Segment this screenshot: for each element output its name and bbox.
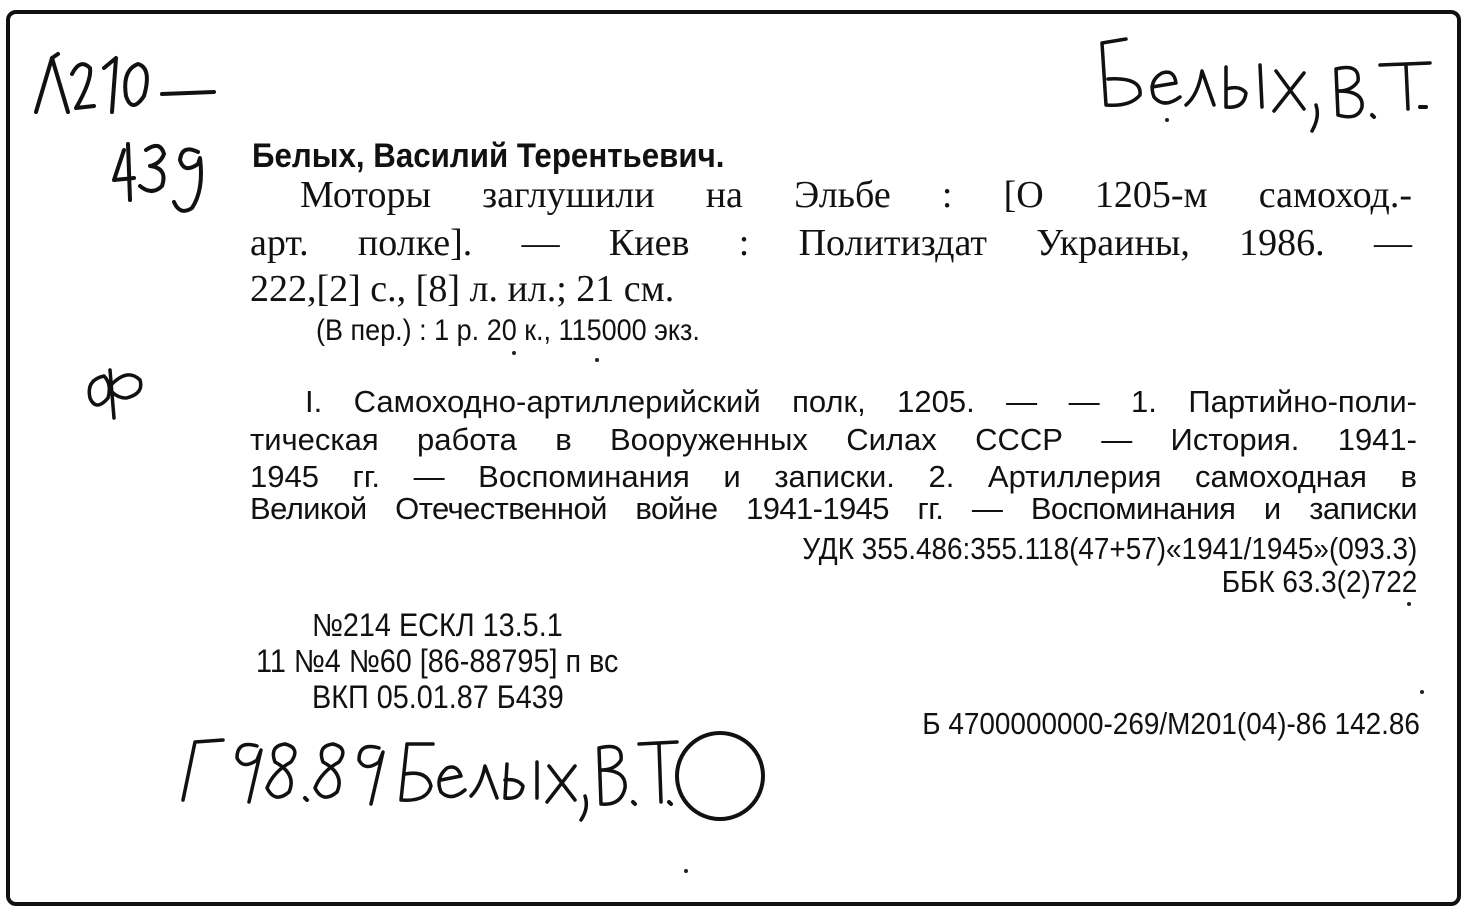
subject-line-1: I. Самоходно-артиллерийский полк, 1205. — — 1. Партийно-поли- [305,384,1417,419]
speck [1165,118,1169,122]
handwritten-author-top [1090,35,1450,150]
print-info-line-1: №214 ЕСКЛ 13.5.1 [312,607,563,643]
handwritten-symbol [82,362,162,437]
price-line: (В пер.) : 1 р. 20 к., 115000 экз. [316,314,700,347]
title-line-1: Моторы заглушили на Эльбе : [О 1205-м самоход.- [300,174,1412,216]
handwritten-bottom-code [165,722,685,837]
speck [1407,602,1411,606]
subject-line-3: 1945 гг. — Воспоминания и записки. 2. Артиллерия самоходная в [250,459,1417,494]
subject-line-4: Великой Отечественной войне 1941-1945 гг. — Воспоминания и записки [250,491,1417,526]
title-line-2: арт. полке]. — Киев : Политиздат Украины, 1986. — [250,222,1412,264]
print-info-line-2: 11 №4 №60 [86-88795] п вс [256,643,619,679]
author-heading: Белых, Василий Терентьевич. [252,137,725,175]
print-info-line-3: ВКП 05.01.87 Б439 [312,679,564,715]
speck [1420,690,1424,694]
subject-line-2: тическая работа в Вооруженных Силах СССР — История. 1941- [250,422,1417,457]
handwritten-call-number [28,40,228,205]
speck [595,358,599,362]
udk-line: УДК 355.486:355.118(47+57)«1941/1945»(093.3) [801,531,1417,566]
title-line-3: 222,[2] с., [8] л. ил.; 21 см. [250,268,675,310]
speck [684,869,688,873]
bbk-line: ББК 63.3(2)722 [1221,564,1417,599]
speck [512,351,516,355]
isbn-line: Б 4700000000-269/М201(04)-86 142.86 [922,706,1420,741]
circle-stamp [672,728,768,829]
